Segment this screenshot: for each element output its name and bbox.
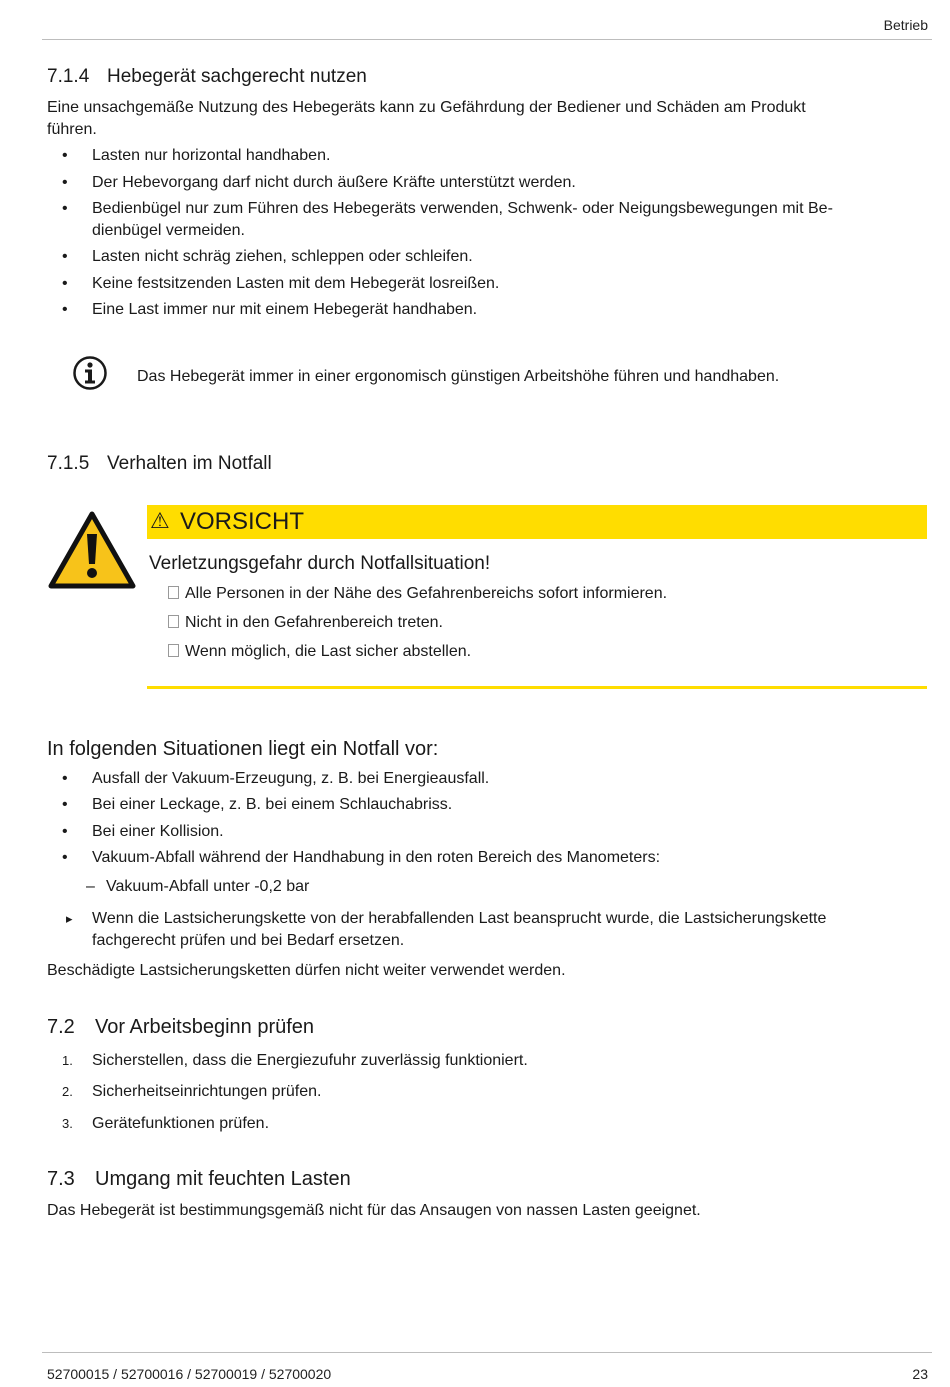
warning-measure-text: Nicht in den Gefahrenbereich treten. <box>185 614 443 631</box>
bullet-dot: • <box>62 849 68 866</box>
section-title: Verhalten im Notfall <box>107 453 272 474</box>
heading-7-1-5 <box>47 453 272 475</box>
sub-list-item: Vakuum-Abfall unter -0,2 bar <box>106 878 310 895</box>
step-text: Sicherstellen, dass die Energiezufuhr zuverlässig funktioniert. <box>92 1052 528 1069</box>
action-step <box>92 908 922 952</box>
section-title: Umgang mit feuchten Lasten <box>95 1168 351 1190</box>
warning-measure <box>168 641 471 663</box>
footer-rule <box>42 1352 932 1353</box>
section-number: 7.2 <box>47 1016 75 1038</box>
list-item: Bei einer Kollision. <box>92 823 224 840</box>
section-title: Vor Arbeitsbeginn prüfen <box>95 1016 315 1038</box>
warning-triangle-icon <box>47 510 137 590</box>
list-item: Bedienbügel nur zum Führen des Hebegeräts verwenden, Schwenk- oder Neigungsbewegungen mit Be- <box>92 200 833 217</box>
heading-7-1-4 <box>47 66 367 88</box>
warning-bottom-rule <box>147 686 927 689</box>
paragraph: Das Hebegerät ist bestimmungsgemäß nicht für das Ansaugen von nassen Lasten geeignet. <box>47 1202 701 1219</box>
checkbox-icon <box>168 615 179 628</box>
list-item: Lasten nicht schräg ziehen, schleppen oder schleifen. <box>92 248 473 265</box>
info-text: Das Hebegerät immer in einer ergonomisch günstigen Arbeitshöhe führen und handhaben. <box>137 368 780 385</box>
section-number: 7.1.4 <box>47 66 90 87</box>
info-icon <box>72 355 108 391</box>
intro-line: führen. <box>47 121 97 138</box>
bullet-dot: • <box>62 301 68 318</box>
list-item: Bei einer Leckage, z. B. bei einem Schlauchabriss. <box>92 796 453 813</box>
emergency-heading: In folgenden Situationen liegt ein Notfall vor: <box>47 738 439 760</box>
list-item: Vakuum-Abfall während der Handhabung in den roten Bereich des Manometers: <box>92 849 661 866</box>
dash-icon: – <box>86 878 95 895</box>
bullet-dot: • <box>62 200 68 217</box>
step-number: 3. <box>62 1116 73 1131</box>
checkbox-icon <box>168 644 179 657</box>
heading-7-2 <box>47 1016 314 1039</box>
list-item: Ausfall der Vakuum-Erzeugung, z. B. bei Energieausfall. <box>92 770 490 787</box>
action-arrow-icon: ▸ <box>66 911 73 926</box>
intro-paragraph <box>47 97 927 141</box>
header-rule <box>42 39 932 40</box>
bullet-dot: • <box>62 770 68 787</box>
section-number: 7.3 <box>47 1168 75 1190</box>
heading-7-3 <box>47 1168 351 1191</box>
warning-measure-text: Wenn möglich, die Last sicher abstellen. <box>185 643 472 660</box>
warning-measure <box>168 612 443 634</box>
warning-signal-word: VORSICHT <box>180 508 305 535</box>
header-section-label: Betrieb <box>883 17 928 33</box>
footer-part-numbers: 52700015 / 52700016 / 52700019 / 52700020 <box>47 1366 332 1382</box>
section-title: Hebegerät sachgerecht nutzen <box>107 66 367 87</box>
note-paragraph: Beschädigte Lastsicherungsketten dürfen nicht weiter verwendet werden. <box>47 962 566 979</box>
bullet-dot: • <box>62 248 68 265</box>
step-number: 2. <box>62 1084 73 1099</box>
warning-sign-icon: ⚠ <box>150 508 170 533</box>
section-number: 7.1.5 <box>47 453 90 474</box>
list-item: Lasten nur horizontal handhaben. <box>92 147 331 164</box>
bullet-dot: • <box>62 796 68 813</box>
step-number: 1. <box>62 1053 73 1068</box>
list-item-continuation: dienbügel vermeiden. <box>92 222 245 239</box>
warning-hazard: Verletzungsgefahr durch Notfallsituation! <box>149 553 491 574</box>
list-item: Keine festsitzenden Lasten mit dem Hebegerät losreißen. <box>92 275 500 292</box>
warning-measure-text: Alle Personen in der Nähe des Gefahrenbereichs sofort informieren. <box>185 585 668 602</box>
action-line: fachgerecht prüfen und bei Bedarf ersetzen. <box>92 932 405 949</box>
list-item: Der Hebevorgang darf nicht durch äußere Kräfte unterstützt werden. <box>92 174 576 191</box>
warning-measure <box>168 583 667 605</box>
list-item: Eine Last immer nur mit einem Hebegerät handhaben. <box>92 301 478 318</box>
bullet-dot: • <box>62 275 68 292</box>
page-number: 23 <box>912 1366 928 1382</box>
step-text: Sicherheitseinrichtungen prüfen. <box>92 1083 322 1100</box>
step-text: Gerätefunktionen prüfen. <box>92 1115 270 1132</box>
bullet-dot: • <box>62 174 68 191</box>
intro-line: Eine unsachgemäße Nutzung des Hebegeräts kann zu Gefährdung der Bediener und Schäden am Produkt <box>47 99 806 116</box>
checkbox-icon <box>168 586 179 599</box>
action-line: Wenn die Lastsicherungskette von der herabfallenden Last beansprucht wurde, die Lastsicherungskette <box>92 910 827 927</box>
bullet-dot: • <box>62 147 68 164</box>
bullet-dot: • <box>62 823 68 840</box>
